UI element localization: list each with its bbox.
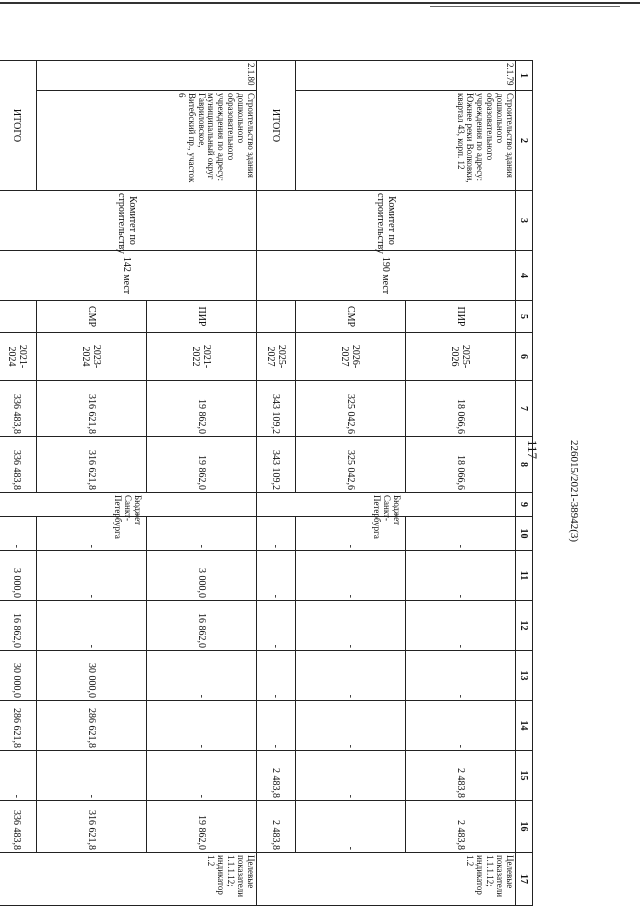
value-c16: 2 483,8 bbox=[406, 801, 516, 853]
itogo-years: 2025-2027 bbox=[257, 333, 296, 381]
value-c16: 19 862,0 bbox=[147, 801, 257, 853]
funding-total: 19 862,0 bbox=[147, 437, 257, 493]
work-kind: СМР bbox=[37, 301, 147, 333]
value-c15: - bbox=[296, 751, 406, 801]
column-number-8: 8 bbox=[516, 437, 533, 493]
top-border-line bbox=[0, 2, 640, 4]
target-indicators: Целевые показатели 1.1.1.12; индикатор 1.2 bbox=[0, 853, 257, 906]
column-number-14: 14 bbox=[516, 701, 533, 751]
funding-total: 18 066,6 bbox=[406, 437, 516, 493]
top-border-line-secondary bbox=[430, 6, 620, 7]
column-number-4: 4 bbox=[516, 251, 533, 301]
rotated-table-wrapper bbox=[6, 60, 533, 905]
column-number-5: 5 bbox=[516, 301, 533, 333]
value-c10: - bbox=[37, 517, 147, 551]
itogo-total-cost: 336 483,8 bbox=[0, 381, 37, 437]
itogo-value-c12: 16 862,0 bbox=[0, 601, 37, 651]
value-c15: - bbox=[147, 751, 257, 801]
value-c16: - bbox=[296, 801, 406, 853]
value-c12: 16 862,0 bbox=[147, 601, 257, 651]
column-number-12: 12 bbox=[516, 601, 533, 651]
budget-source: Бюджет Санкт-Петербурга bbox=[0, 493, 257, 517]
column-number-3: 3 bbox=[516, 191, 533, 251]
value-c10: - bbox=[147, 517, 257, 551]
capacity: 190 мест bbox=[257, 251, 516, 301]
work-kind: ПИР bbox=[147, 301, 257, 333]
table-row bbox=[406, 61, 516, 906]
value-c15: - bbox=[37, 751, 147, 801]
itogo-value-c14: - bbox=[257, 701, 296, 751]
itogo-row bbox=[257, 61, 296, 906]
value-c14: - bbox=[406, 701, 516, 751]
itogo-label: ИТОГО bbox=[257, 61, 296, 191]
value-c12: - bbox=[296, 601, 406, 651]
itogo-value-c15: 2 483,8 bbox=[257, 751, 296, 801]
total-cost: 316 621,8 bbox=[37, 381, 147, 437]
row-number: 2.1.79 bbox=[296, 61, 516, 91]
page-number: 117 bbox=[525, 440, 540, 460]
total-cost: 19 862,0 bbox=[147, 381, 257, 437]
work-kind: СМР bbox=[296, 301, 406, 333]
value-c11: - bbox=[37, 551, 147, 601]
itogo-value-c13: - bbox=[257, 651, 296, 701]
work-kind: ПИР bbox=[406, 301, 516, 333]
value-c14: - bbox=[296, 701, 406, 751]
column-number-13: 13 bbox=[516, 651, 533, 701]
value-c12: - bbox=[406, 601, 516, 651]
total-cost: 325 042,6 bbox=[296, 381, 406, 437]
itogo-funding-total: 336 483,8 bbox=[0, 437, 37, 493]
value-c13: - bbox=[147, 651, 257, 701]
object-name: Строительство здания дошкольного образовательного учреждения по адресу: Южнее реки Волковки, квартал 43, корп. 12 bbox=[296, 91, 516, 191]
itogo-row bbox=[0, 61, 37, 906]
itogo-value-c14: 286 621,8 bbox=[0, 701, 37, 751]
itogo-value-c16: 2 483,8 bbox=[257, 801, 296, 853]
itogo-blank bbox=[257, 301, 296, 333]
program-table bbox=[0, 60, 533, 906]
years: 2026-2027 bbox=[296, 333, 406, 381]
value-c16: 316 621,8 bbox=[37, 801, 147, 853]
value-c15: 2 483,8 bbox=[406, 751, 516, 801]
object-name: Строительство здания дошкольного образовательного учреждения по адресу: муниципальный округ Гавриловское, Витебский пр., участок 6 bbox=[37, 91, 257, 191]
value-c14: - bbox=[147, 701, 257, 751]
years: 2021-2022 bbox=[147, 333, 257, 381]
itogo-label: ИТОГО bbox=[0, 61, 37, 191]
value-c11: - bbox=[296, 551, 406, 601]
column-number-row bbox=[516, 61, 533, 906]
value-c11: - bbox=[406, 551, 516, 601]
value-c14: 286 621,8 bbox=[37, 701, 147, 751]
funding-total: 316 621,8 bbox=[37, 437, 147, 493]
column-number-10: 10 bbox=[516, 517, 533, 551]
itogo-value-c11: - bbox=[257, 551, 296, 601]
value-c13: - bbox=[296, 651, 406, 701]
itogo-value-c16: 336 483,8 bbox=[0, 801, 37, 853]
column-number-9: 9 bbox=[516, 493, 533, 517]
value-c11: 3 000,0 bbox=[147, 551, 257, 601]
itogo-total-cost: 343 109,2 bbox=[257, 381, 296, 437]
table-body bbox=[0, 61, 533, 906]
column-number-16: 16 bbox=[516, 801, 533, 853]
itogo-value-c13: 30 000,0 bbox=[0, 651, 37, 701]
column-number-15: 15 bbox=[516, 751, 533, 801]
funding-total: 325 042,6 bbox=[296, 437, 406, 493]
value-c10: - bbox=[296, 517, 406, 551]
capacity: 142 мест bbox=[0, 251, 257, 301]
value-c10: - bbox=[406, 517, 516, 551]
value-c13: - bbox=[406, 651, 516, 701]
column-number-11: 11 bbox=[516, 551, 533, 601]
responsible-org: Комитет по строительству bbox=[257, 191, 516, 251]
target-indicators: Целевые показатели 1.1.1.12; индикатор 1.2 bbox=[257, 853, 516, 906]
responsible-org: Комитет по строительству bbox=[0, 191, 257, 251]
column-number-1: 1 bbox=[516, 61, 533, 91]
years: 2023-2024 bbox=[37, 333, 147, 381]
value-c13: 30 000,0 bbox=[37, 651, 147, 701]
table-row bbox=[147, 61, 257, 906]
itogo-value-c15: - bbox=[0, 751, 37, 801]
itogo-value-c10: - bbox=[0, 517, 37, 551]
total-cost: 18 066,6 bbox=[406, 381, 516, 437]
itogo-blank bbox=[0, 301, 37, 333]
column-number-2: 2 bbox=[516, 91, 533, 191]
value-c12: - bbox=[37, 601, 147, 651]
column-number-17: 17 bbox=[516, 853, 533, 906]
itogo-value-c10: - bbox=[257, 517, 296, 551]
itogo-years: 2021-2024 bbox=[0, 333, 37, 381]
document-id: 226015/2021-38942(3) bbox=[568, 440, 580, 543]
years: 2025-2026 bbox=[406, 333, 516, 381]
itogo-value-c11: 3 000,0 bbox=[0, 551, 37, 601]
itogo-value-c12: - bbox=[257, 601, 296, 651]
row-number: 2.1.80 bbox=[37, 61, 257, 91]
itogo-funding-total: 343 109,2 bbox=[257, 437, 296, 493]
column-number-7: 7 bbox=[516, 381, 533, 437]
column-number-6: 6 bbox=[516, 333, 533, 381]
budget-source: Бюджет Санкт-Петербурга bbox=[257, 493, 516, 517]
